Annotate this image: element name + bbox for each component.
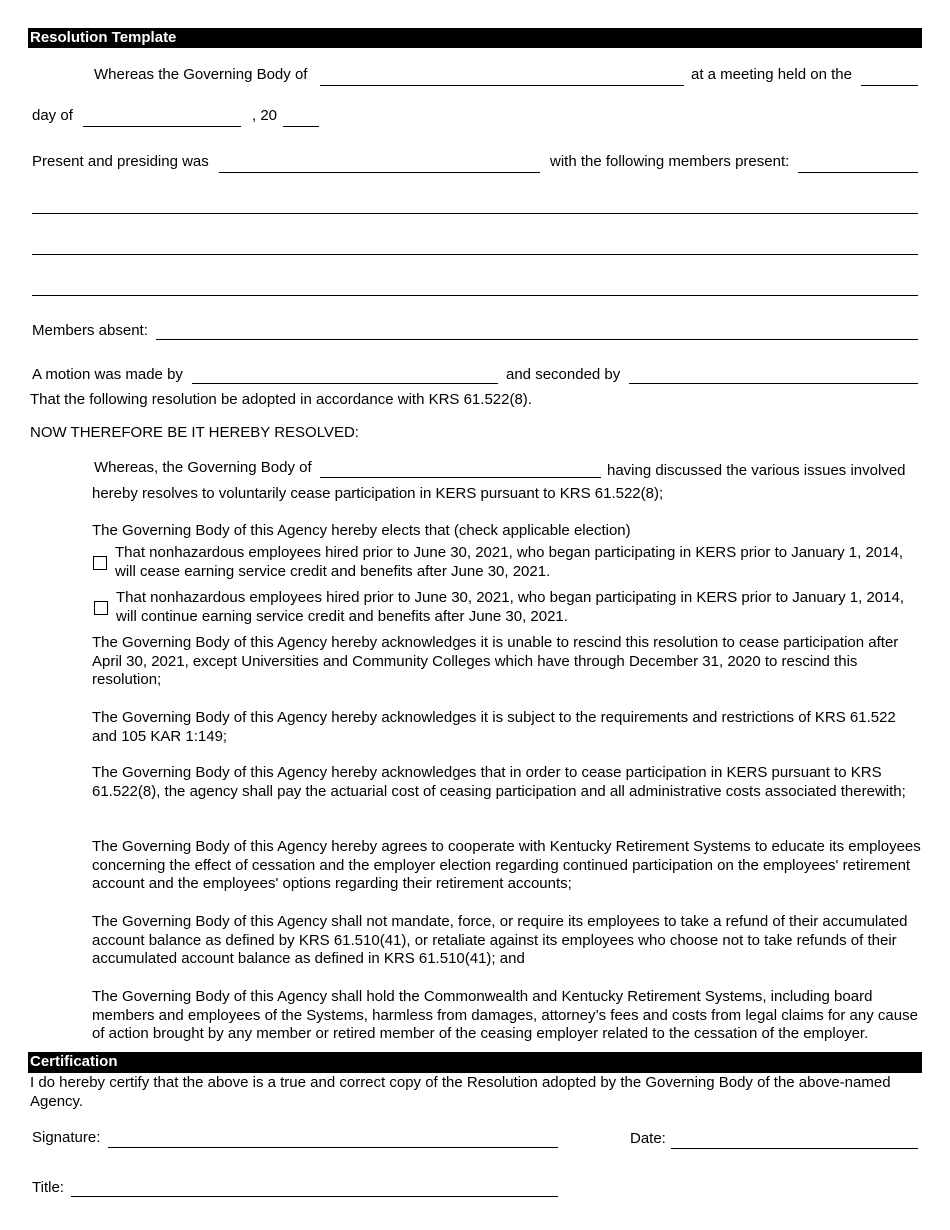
having-discussed-label: having discussed the various issues involved [607, 462, 906, 479]
option-cease-text: That nonhazardous employees hired prior to June 30, 2021, who began participating in KERS prior to January 1, 2014, will cease earning service credit and benefits after June 30, 2021. [115, 544, 903, 580]
date-label: Date: [630, 1130, 666, 1147]
members-present-field-line-2[interactable] [32, 213, 918, 214]
date-field[interactable] [671, 1148, 918, 1149]
paragraph-rescind: The Governing Body of this Agency hereby acknowledges it is unable to rescind this resolution to cease participation after April 30, 2021, except Universities and Community Colleges which have through December 31, 2020 to rescind this resolution; [92, 634, 899, 689]
title-label: Title: [32, 1179, 64, 1196]
signature-field[interactable] [108, 1147, 558, 1148]
members-absent-field[interactable] [156, 339, 918, 340]
meeting-year-field[interactable] [283, 126, 319, 127]
option-continue-checkbox[interactable] [94, 601, 108, 615]
motion-made-by-field[interactable] [192, 383, 498, 384]
paragraph-mandate: The Governing Body of this Agency shall not mandate, force, or require its employees to take a refund of their accumulated account balance as defined by KRS 61.510(41), or retaliate against its employees who choose not to take refunds of their accumulated account balance as defined in KRS 61.510(41); and [92, 913, 908, 968]
seconded-by-label: and seconded by [506, 366, 621, 383]
section-title: Resolution Template [30, 29, 177, 46]
governing-body-name-field[interactable] [320, 85, 684, 86]
members-present-field-line-3[interactable] [32, 254, 918, 255]
presiding-member-field[interactable] [219, 172, 540, 173]
motion-made-by-label: A motion was made by [32, 366, 183, 383]
option-cease-checkbox[interactable] [93, 556, 107, 570]
section-header-resolution-template [28, 28, 922, 48]
elects-statement: The Governing Body of this Agency hereby elects that (check applicable election) [92, 522, 631, 539]
members-present-label: with the following members present: [550, 153, 790, 170]
adopted-statement: That the following resolution be adopted in accordance with KRS 61.522(8). [30, 391, 532, 408]
meeting-day-field[interactable] [861, 85, 918, 86]
now-therefore-heading: NOW THEREFORE BE IT HEREBY RESOLVED: [30, 424, 359, 441]
meeting-held-label: at a meeting held on the [691, 66, 852, 83]
year-prefix-label: , 20 [252, 107, 278, 124]
whereas-2-label: Whereas, the Governing Body of [94, 459, 312, 476]
agency-name-field[interactable] [320, 477, 601, 478]
title-field[interactable] [71, 1196, 558, 1197]
section-header-certification [28, 1052, 922, 1073]
paragraph-harmless: The Governing Body of this Agency shall hold the Commonwealth and Kentucky Retirement Systems, including board members and employees of the Systems, harmless from damages, attorney’s fees and costs from legal claims for any cause of action brought by any member or retired member of the ceasing employer related to the cessation of the employer. [92, 988, 918, 1043]
paragraph-cooperate: The Governing Body of this Agency hereby agrees to cooperate with Kentucky Retirement Systems to educate its employees concerning the effect of cessation and the employer election regarding continued participation on the employees' retirement account and the employees' options regarding their retirement accounts; [92, 838, 921, 893]
certification-title: Certification [30, 1053, 118, 1070]
resolves-statement: hereby resolves to voluntarily cease participation in KERS pursuant to KRS 61.522(8); [92, 485, 664, 502]
members-present-field-line-4[interactable] [32, 295, 918, 296]
option-continue-text: That nonhazardous employees hired prior to June 30, 2021, who began participating in KERS prior to January 1, 2014, will continue earning service credit and benefits after June 30, 2021. [116, 589, 904, 625]
paragraph-cost: The Governing Body of this Agency hereby acknowledges that in order to cease participation in KERS pursuant to KRS 61.522(8), the agency shall pay the actuarial cost of ceasing participation and all administrative costs associated therewith; [92, 764, 906, 800]
signature-label: Signature: [32, 1129, 101, 1146]
certification-statement: I do hereby certify that the above is a true and correct copy of the Resolution adopted by the Governing Body of the above-named Agency. [30, 1074, 891, 1110]
whereas-label: Whereas the Governing Body of [94, 66, 308, 83]
members-present-field[interactable] [798, 172, 918, 173]
present-presiding-label: Present and presiding was [32, 153, 209, 170]
day-of-label: day of [32, 107, 73, 124]
meeting-month-field[interactable] [83, 126, 241, 127]
paragraph-subject: The Governing Body of this Agency hereby acknowledges it is subject to the requirements and restrictions of KRS 61.522 and 105 KAR 1:149; [92, 709, 896, 745]
members-absent-label: Members absent: [32, 322, 148, 339]
seconded-by-field[interactable] [629, 383, 918, 384]
